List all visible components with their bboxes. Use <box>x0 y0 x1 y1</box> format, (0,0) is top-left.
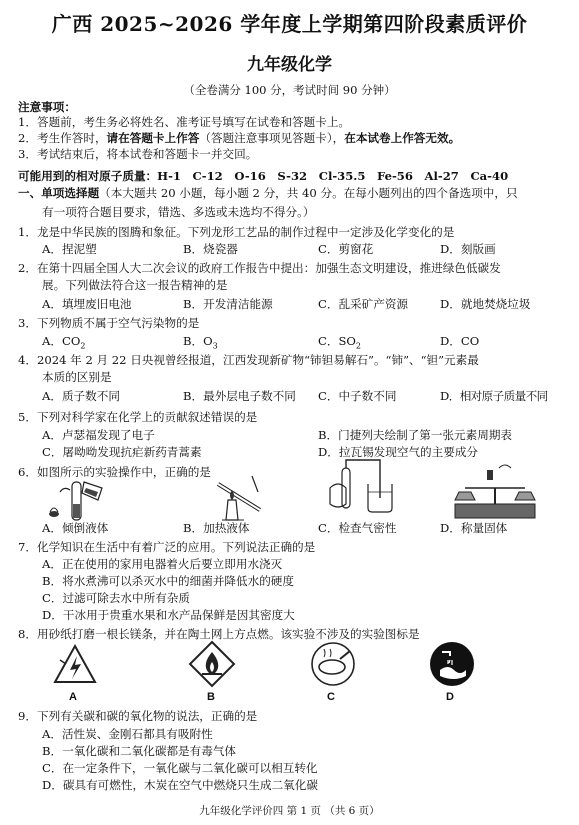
q3-option-a-text: A．CO <box>42 334 81 348</box>
q7-option-c[interactable]: C．过滤可除去水中所有杂质 <box>42 591 190 605</box>
q4-option-d[interactable]: D．相对原子质量不同 <box>440 389 548 403</box>
balance-scale-illustration <box>445 460 545 522</box>
section-1-heading: 一、单项选择题 <box>18 186 100 200</box>
q7-option-a[interactable]: A．正在使用的家用电器着火后要立即用水浇灭 <box>42 557 283 571</box>
q3-option-a-sub: 2 <box>80 341 86 351</box>
q1-option-a[interactable]: A．捏泥塑 <box>42 242 97 256</box>
q5-stem: 5．下列对科学家在化学上的贡献叙述错误的是 <box>18 410 258 424</box>
q3-stem: 3．下列物质不属于空气污染物的是 <box>18 316 200 330</box>
notice-heading: 注意事项： <box>18 100 76 114</box>
q1-option-c[interactable]: C．剪窗花 <box>318 242 374 256</box>
q9-option-b[interactable]: B．一氧化碳和二氧化碳都是有毒气体 <box>42 744 237 758</box>
notice-2-part-c: （答题注意事项见答题卡）， <box>199 131 345 145</box>
q2-option-a[interactable]: A．填埋废旧电池 <box>42 297 132 311</box>
q7-stem: 7．化学知识在生活中有着广泛的应用。下列说法正确的是 <box>18 540 316 554</box>
heating-liquid-illustration <box>198 470 278 524</box>
q9-option-a[interactable]: A．活性炭、金刚石都具有吸附性 <box>42 727 213 741</box>
q8-stem: 8．用砂纸打磨一根长镁条，并在陶土网上方点燃。该实验不涉及的实验图标是 <box>18 627 420 641</box>
q3-option-b-sub: 3 <box>212 341 218 351</box>
q4-stem: 4．2024 年 2 月 22 日央视曾经报道，江西发现新矿物“铈钽易解石”。“铈”、“钽”元素最 <box>18 353 479 367</box>
q2-stem-2: 展。下列做法符合这一报告精神的是 <box>42 278 228 292</box>
atomic-masses: 可能用到的相对原子质量：H-1 C-12 O-16 S-32 Cl-35.5 Fe-56 Al-27 Ca-40 <box>18 169 509 183</box>
notice-item-1: 1．答题前，考生务必将姓名、准考证号填写在试卷和答题卡上。 <box>18 115 351 129</box>
q5-option-d[interactable]: D．拉瓦锡发现空气的主要成分 <box>318 445 479 459</box>
q3-option-c-text: C．SO <box>318 334 356 348</box>
q3-option-b[interactable] <box>183 334 218 353</box>
q4-stem-2: 本质的区别是 <box>42 370 112 384</box>
q3-option-c[interactable] <box>318 334 361 353</box>
q1-option-b[interactable]: B．烧瓷器 <box>183 242 238 256</box>
q3-option-b-text: B．O <box>183 334 213 348</box>
electricity-hazard-icon <box>52 642 98 686</box>
q3-option-d[interactable]: D．CO <box>440 334 480 348</box>
notice-item-2 <box>18 131 460 146</box>
q2-option-c[interactable]: C．乱采矿产资源 <box>318 297 409 311</box>
fire-hazard-icon <box>188 640 236 688</box>
q6-option-a[interactable]: A．倾倒液体 <box>42 521 109 535</box>
pouring-liquid-illustration <box>40 478 130 522</box>
section-1-desc: （本大题共 20 小题，每小题 2 分，共 40 分。在每小题列出的四个备选项中，只 <box>99 186 518 200</box>
notice-item-3: 3．考试结束后，将本试卷和答题卡一并交回。 <box>18 147 258 161</box>
q3-option-a[interactable] <box>42 334 85 353</box>
q4-option-a[interactable]: A．质子数不同 <box>42 389 120 403</box>
q5-option-b[interactable]: B．门捷列夫绘制了第一张元素周期表 <box>318 428 513 442</box>
q9-option-c[interactable]: C．在一定条件下，一氧化碳与二氧化碳可以相互转化 <box>42 761 318 775</box>
q1-option-d[interactable]: D．刻版画 <box>440 242 496 256</box>
page-title: 广西 2025~2026 学年度上学期第四阶段素质评价 <box>51 12 528 36</box>
hot-surface-icon <box>310 641 356 687</box>
section-1-header <box>18 186 518 201</box>
q8-label-b: B <box>207 691 215 703</box>
q4-option-c[interactable]: C．中子数不同 <box>318 389 397 403</box>
notice-2-bold-b: 在本试卷上作答无效。 <box>344 131 461 145</box>
q6-option-d[interactable]: D．称量固体 <box>440 521 508 535</box>
q6-option-c[interactable]: C．检查气密性 <box>318 521 397 535</box>
q2-option-d[interactable]: D．就地焚烧垃圾 <box>440 297 531 311</box>
notice-2-part-a: 2．考生作答时， <box>18 131 107 145</box>
q2-option-b[interactable]: B．开发清洁能源 <box>183 297 273 311</box>
q6-stem: 6．如图所示的实验操作中，正确的是 <box>18 465 211 479</box>
airtightness-check-illustration <box>322 458 402 524</box>
q1-stem: 1．龙是中华民族的图腾和象征。下列龙形工艺品的制作过程中一定涉及化学变化的是 <box>18 225 455 239</box>
q7-option-b[interactable]: B．将水煮沸可以杀灭水中的细菌并降低水的硬度 <box>42 574 294 588</box>
exam-meta: （全卷满分 100 分，考试时间 90 分钟） <box>183 83 396 97</box>
page-subtitle: 九年级化学 <box>247 55 332 75</box>
q5-option-a[interactable]: A．卢瑟福发现了电子 <box>42 428 155 442</box>
q7-option-d[interactable]: D．干冰用于贵重水果和水产品保鲜是因其密度大 <box>42 608 295 622</box>
q9-stem: 9．下列有关碳和碳的氧化物的说法，正确的是 <box>18 709 258 723</box>
q5-option-c[interactable]: C．屠呦呦发现抗疟新药青蒿素 <box>42 445 202 459</box>
q4-option-b[interactable]: B．最外层电子数不同 <box>183 389 296 403</box>
q8-label-c: C <box>327 691 335 703</box>
q8-label-a: A <box>69 691 77 703</box>
q9-option-d[interactable]: D．碳具有可燃性，木炭在空气中燃烧只生成二氧化碳 <box>42 778 318 792</box>
q3-option-c-sub: 2 <box>355 341 362 351</box>
q6-option-b[interactable]: B．加热液体 <box>183 521 250 535</box>
section-1-desc-2: 有一项符合题目要求，错选、多选或未选均不得分。） <box>42 205 315 219</box>
notice-2-bold-a: 请在答题卡上作答 <box>106 131 200 145</box>
page-footer: 九年级化学评价四 第 1 页 （共 6 页） <box>199 805 380 817</box>
wash-hands-icon <box>428 640 476 688</box>
q2-stem: 2．在第十四届全国人大二次会议的政府工作报告中提出：加强生态文明建设，推进绿色低碳发 <box>18 261 501 275</box>
q8-label-d: D <box>446 691 454 703</box>
